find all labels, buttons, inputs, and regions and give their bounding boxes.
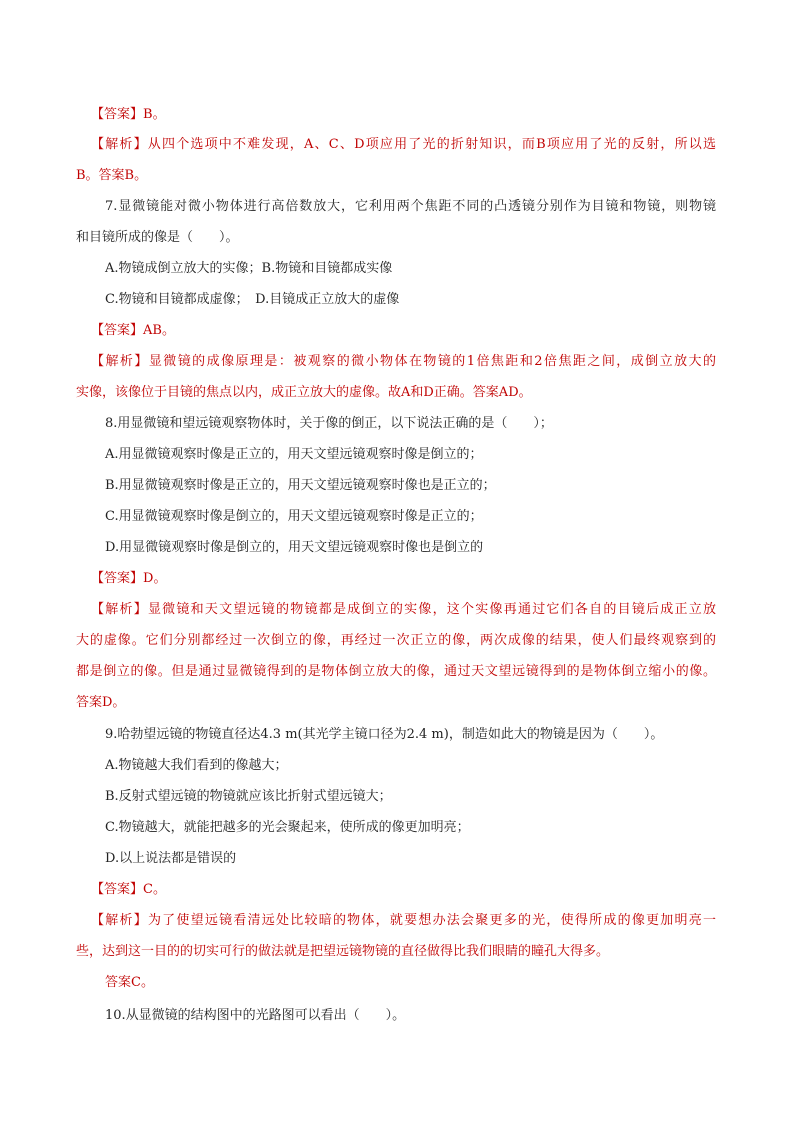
analysis-continuation: B。答案B。: [76, 168, 148, 183]
analysis-tag: 【解析】: [91, 913, 148, 928]
answer-text: B。: [143, 107, 166, 122]
answer-tag: 【答案】: [91, 571, 144, 586]
analysis-continuation: 答案D。: [76, 695, 126, 710]
option-line: C.物镜越大，就能把越多的光会聚起来，使所成的像更加明亮；: [105, 820, 470, 835]
answer-tag: 【答案】: [91, 323, 144, 338]
analysis-tag: 【解析】: [91, 137, 148, 152]
answer-text: AB。: [143, 323, 175, 338]
analysis-line: [91, 601, 716, 619]
analysis-text: 显微镜的成像原理是：被观察的微小物体在物镜的1倍焦距和2倍焦距之间，成倒立放大的: [148, 354, 716, 369]
analysis-continuation: 都是倒立的像。但是通过显微镜得到的是物体倒立放大的像，通过天文望远镜得到的是物体倒立缩小的像。: [76, 664, 716, 679]
question-9: 9.哈勃望远镜的物镜直径达4.3 m(其光学主镜口径为2.4 m)，制造如此大的物镜是因为（ ）。: [105, 727, 664, 742]
analysis-continuation: 实像，该像位于目镜的焦点以内，成正立放大的虚像。故A和D正确。答案AD。: [76, 385, 532, 400]
option-line: C.物镜和目镜都成虚像； D.目镜成正立放大的虚像: [105, 292, 400, 307]
analysis-line: [91, 912, 716, 930]
option-line: A.物镜成倒立放大的实像；B.物镜和目镜都成实像: [105, 261, 393, 276]
analysis-continuation: 大的虚像。它们分别都经过一次倒立的像，再经过一次正立的像，两次成像的结果，使人们最终观察到的: [76, 633, 716, 648]
question-10: 10.从显微镜的结构图中的光路图可以看出（ ）。: [105, 1008, 406, 1023]
option-line: D.以上说法都是错误的: [105, 851, 237, 866]
answer-text: D。: [143, 571, 167, 586]
analysis-text: 从四个选项中不难发现，A、C、D项应用了光的折射知识，而B项应用了光的反射，所以选: [147, 137, 716, 152]
question-8: 8.用显微镜和望远镜观察物体时，关于像的倒正，以下说法正确的是（ ）；: [105, 416, 553, 431]
option-line: A.用显微镜观察时像是正立的，用天文望远镜观察时像是倒立的；: [105, 447, 483, 462]
answer-line: [91, 881, 166, 899]
analysis-line: [91, 136, 716, 154]
question-7-continuation: 和目镜所成的像是（ ）。: [76, 230, 239, 245]
question-7: 7.显微镜能对微小物体进行高倍数放大，它利用两个焦距不同的凸透镜分别作为目镜和物镜，则物镜: [105, 199, 716, 214]
analysis-tag: 【解析】: [91, 354, 149, 369]
analysis-text: 显微镜和天文望远镜的物镜都是成倒立的实像，这个实像再通过它们各自的目镜后成正立放: [147, 602, 716, 617]
option-line: D.用显微镜观察时像是倒立的，用天文望远镜观察时像也是倒立的: [105, 540, 484, 555]
analysis-answer: 答案C。: [105, 975, 154, 990]
answer-text: C。: [143, 882, 166, 897]
analysis-tag: 【解析】: [91, 602, 148, 617]
analysis-continuation: 些，达到这一目的的切实可行的做法就是把望远镜物镜的直径做得比我们眼睛的瞳孔大得多。: [76, 944, 610, 959]
option-line: A.物镜越大我们看到的像越大；: [105, 758, 288, 773]
option-line: B.反射式望远镜的物镜就应该比折射式望远镜大；: [105, 789, 392, 804]
answer-tag: 【答案】: [91, 107, 144, 122]
answer-line: [91, 570, 166, 588]
analysis-text: 为了使望远镜看清远处比较暗的物体，就要想办法会聚更多的光，使得所成的像更加明亮一: [147, 913, 716, 928]
answer-line: [91, 322, 175, 340]
answer-tag: 【答案】: [91, 882, 144, 897]
analysis-line: [91, 353, 716, 371]
answer-line: [91, 106, 166, 124]
option-line: C.用显微镜观察时像是倒立的，用天文望远镜观察时像是正立的；: [105, 509, 483, 524]
option-line: B.用显微镜观察时像是正立的，用天文望远镜观察时像也是正立的；: [105, 478, 496, 493]
